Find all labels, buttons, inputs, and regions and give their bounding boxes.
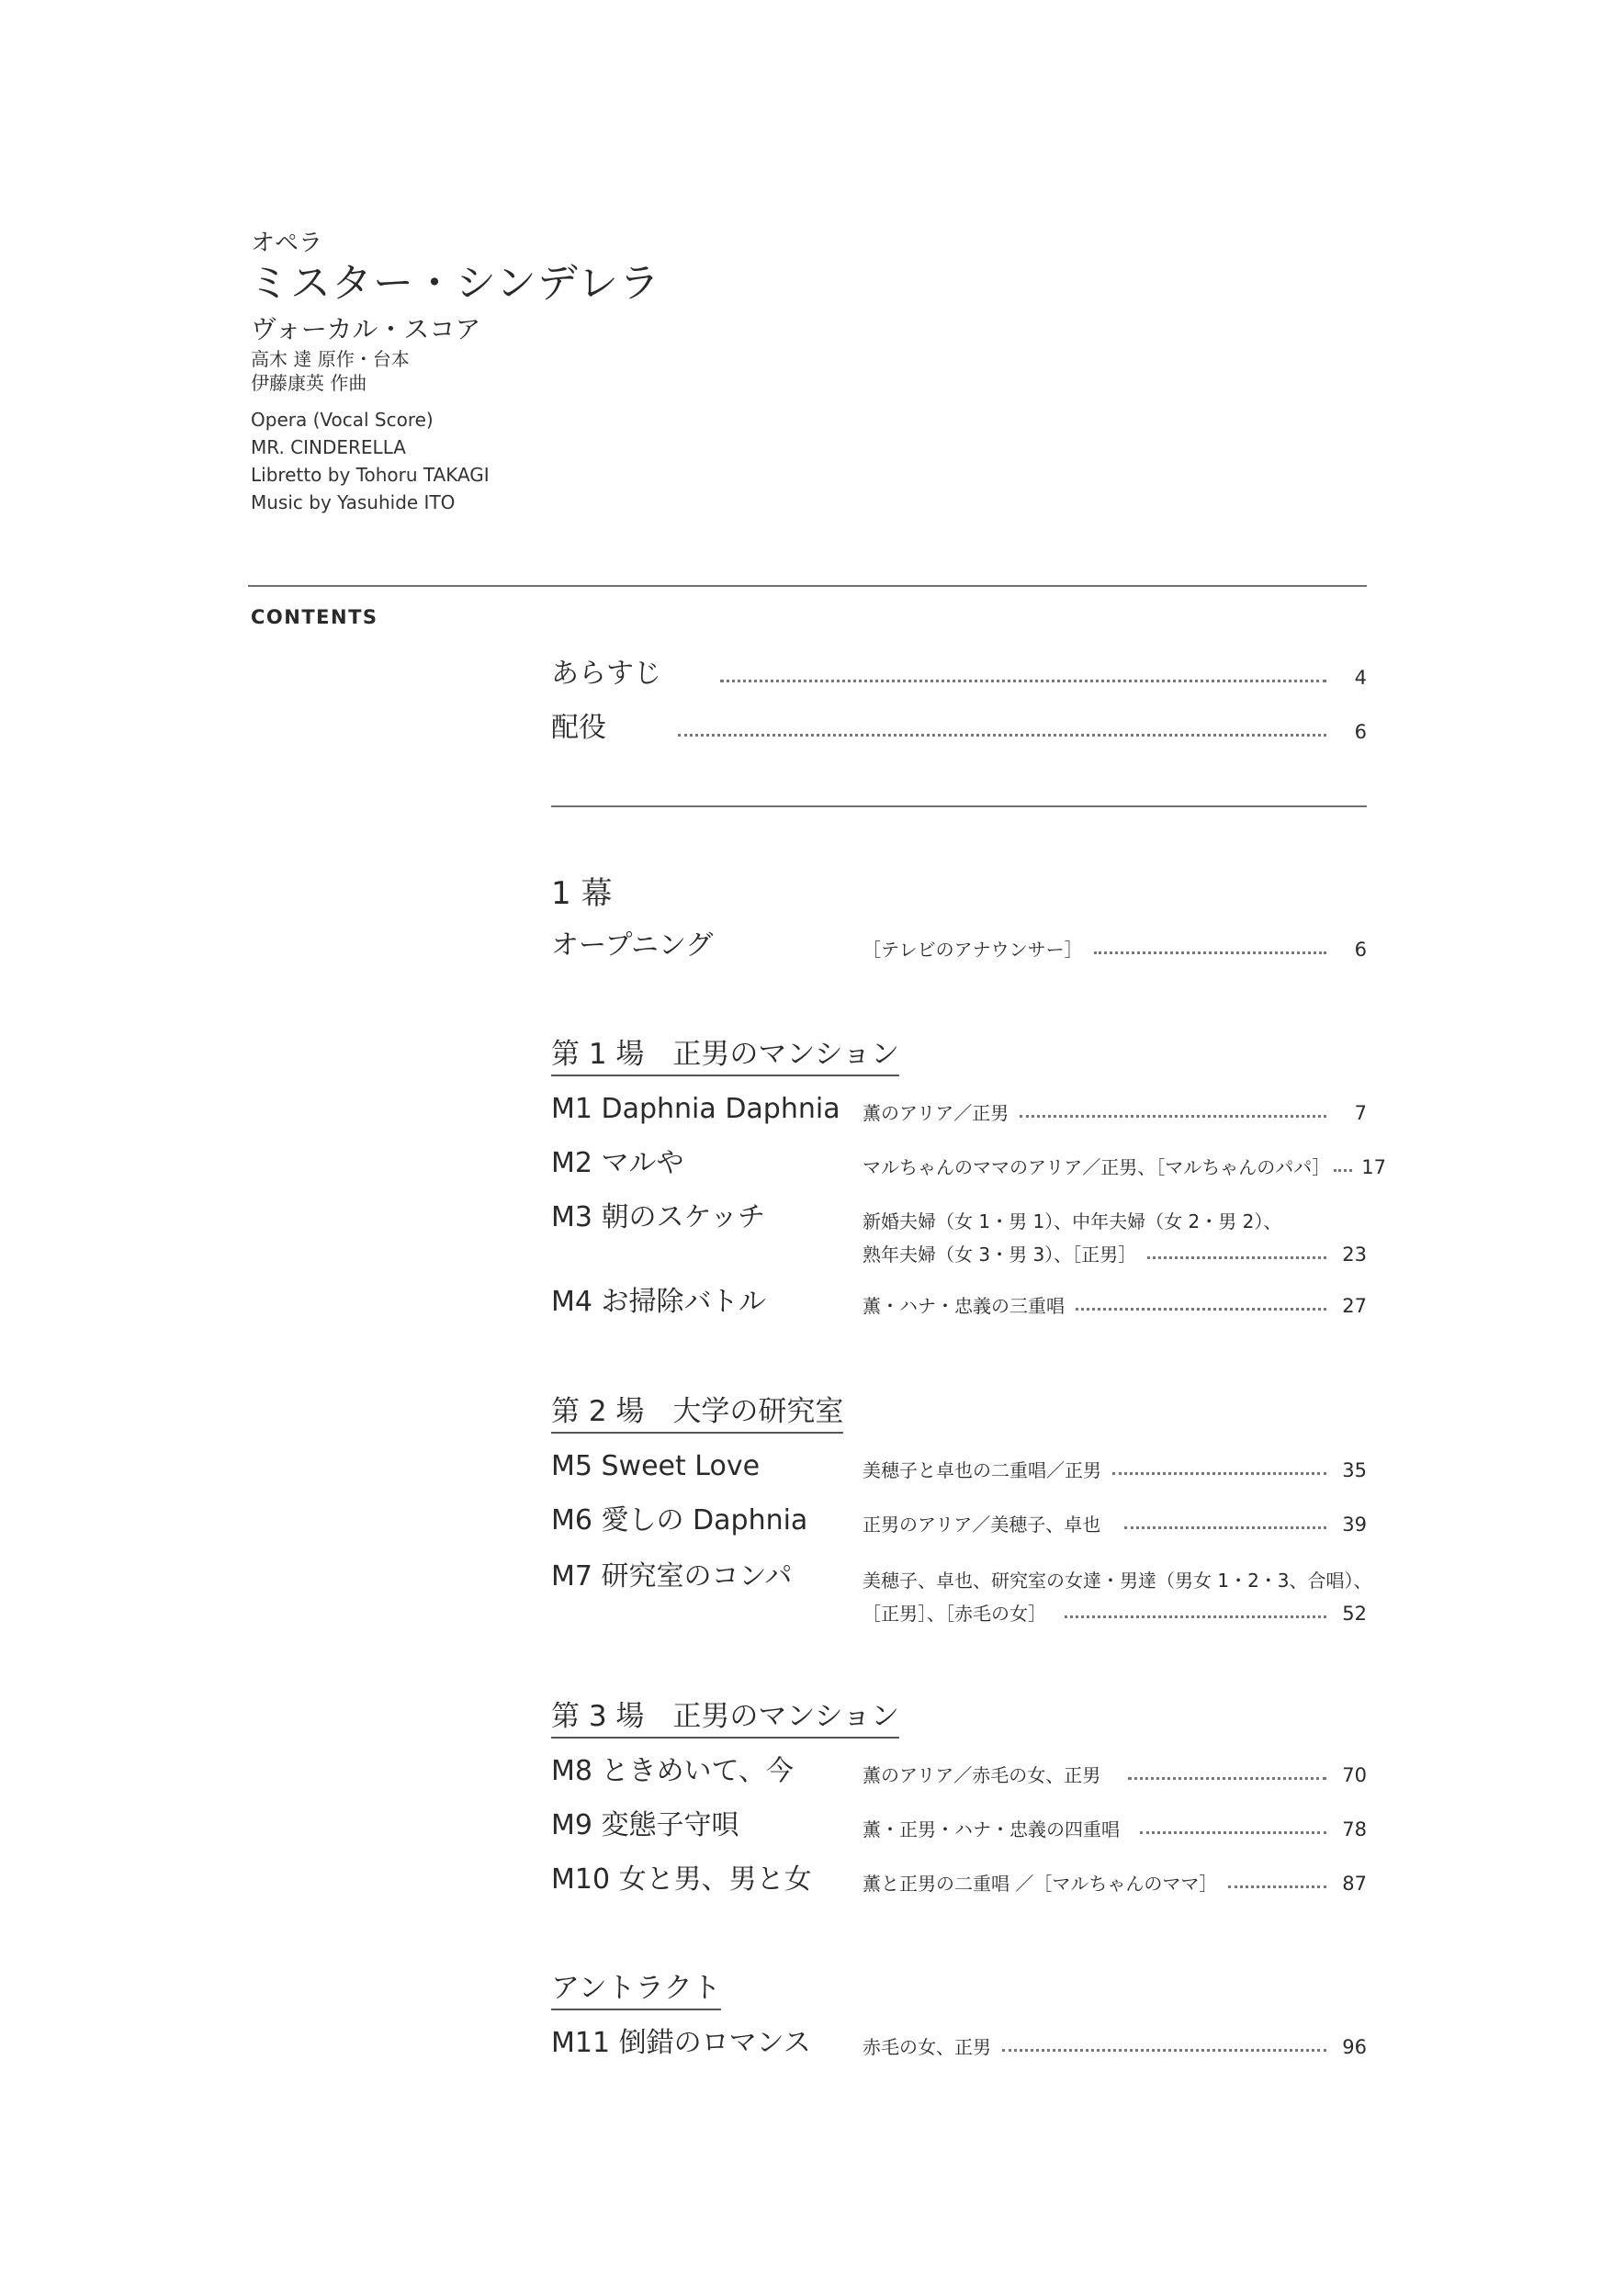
act-heading: 1 幕: [551, 875, 613, 912]
dot-leader: [1124, 1526, 1326, 1529]
toc-description: 薫と正男の二重唱 ／［マルちゃんのママ］: [863, 1873, 1218, 1895]
toc-title: 配役: [551, 712, 606, 744]
toc-description: 薫のアリア／赤毛の女、正男: [863, 1764, 1101, 1786]
toc-entry-m10[interactable]: [551, 1862, 1367, 1898]
toc-entry-m1[interactable]: [551, 1091, 1367, 1128]
toc-page: 87: [1342, 1873, 1367, 1895]
toc-title: M3 朝のスケッチ: [551, 1201, 766, 1233]
toc-description: 薫のアリア／正男: [863, 1102, 1009, 1124]
dot-leader: [1094, 951, 1326, 954]
dot-leader: [1334, 1169, 1352, 1172]
toc-entry-m8[interactable]: [551, 1753, 1367, 1790]
toc-entry-m4[interactable]: [551, 1284, 1367, 1321]
english-composer: Music by Yasuhide ITO: [251, 491, 456, 513]
toc-title: オープニング: [551, 929, 714, 962]
toc-description: 赤毛の女、正男: [863, 2036, 991, 2058]
toc-title: M6 愛しの Daphnia: [551, 1504, 808, 1536]
dot-leader: [1147, 1256, 1326, 1259]
toc-title: M4 お掃除バトル: [551, 1286, 766, 1318]
toc-page: 52: [1342, 1603, 1367, 1625]
dot-leader: [1112, 1472, 1326, 1475]
entracte-heading: アントラクト: [551, 1964, 721, 2010]
toc-entry-m6[interactable]: [551, 1503, 1367, 1539]
english-name: MR. CINDERELLA: [251, 436, 406, 458]
toc-title: あらすじ: [551, 658, 661, 690]
dot-leader: [1076, 1308, 1326, 1311]
toc-page: 17: [1361, 1156, 1386, 1178]
toc-title: M1 Daphnia Daphnia: [551, 1093, 840, 1125]
toc-description: 美穂子と卓也の二重唱／正男: [863, 1459, 1101, 1481]
toc-entry-cast[interactable]: [551, 710, 1367, 747]
section-divider: [551, 805, 1367, 807]
dot-leader: [678, 734, 1326, 737]
dot-leader: [720, 680, 1326, 682]
toc-page: 6: [1354, 721, 1367, 743]
dot-leader: [1065, 1615, 1326, 1618]
dot-leader: [1020, 1115, 1326, 1118]
toc-description: マルちゃんのママのアリア／正男、［マルちゃんのパパ］: [863, 1156, 1331, 1178]
dot-leader: [1228, 1885, 1326, 1888]
toc-entry-m2[interactable]: [551, 1145, 1386, 1182]
toc-title: M7 研究室のコンパ: [551, 1560, 793, 1593]
page-title: ミスター・シンデレラ: [249, 260, 661, 307]
toc-entry-m7-continued[interactable]: [551, 1592, 1367, 1628]
toc-page: 96: [1342, 2036, 1367, 2058]
toc-title: M11 倒錯のロマンス: [551, 2027, 811, 2059]
dot-leader: [1002, 2049, 1326, 2052]
credit-composer: 伊藤康英 作曲: [251, 372, 367, 394]
toc-entry-synopsis[interactable]: [551, 656, 1367, 692]
toc-description: 正男のアリア／美穂子、卓也: [863, 1514, 1101, 1536]
toc-description: 美穂子、卓也、研究室の女達・男達（男女 1・2・3、合唱）、: [863, 1570, 1372, 1592]
toc-entry-opening[interactable]: [551, 928, 1367, 964]
toc-description: ［テレビのアナウンサー］: [863, 939, 1083, 961]
toc-page: 35: [1342, 1459, 1367, 1481]
scene-heading: 第 1 場 正男のマンション: [551, 1030, 899, 1076]
toc-page: 7: [1354, 1102, 1367, 1124]
dot-leader: [1128, 1777, 1326, 1780]
credit-author: 高木 達 原作・台本: [251, 348, 410, 370]
toc-page: 39: [1342, 1514, 1367, 1536]
toc-description: 薫・正男・ハナ・忠義の四重唱: [863, 1818, 1120, 1840]
english-librettist: Libretto by Tohoru TAKAGI: [251, 464, 490, 486]
toc-page: 78: [1342, 1818, 1367, 1840]
page-subtitle: ヴォーカル・スコア: [251, 314, 481, 344]
toc-description: ［正男］、［赤毛の女］: [863, 1603, 1046, 1625]
scene-heading: 第 2 場 大学の研究室: [551, 1388, 843, 1434]
opera-label: オペラ: [251, 230, 323, 257]
toc-page: 23: [1342, 1244, 1367, 1266]
toc-page: 27: [1342, 1295, 1367, 1317]
toc-title: M5 Sweet Love: [551, 1450, 761, 1482]
toc-description: 熟年夫婦（女 3・男 3）、［正男］: [863, 1244, 1137, 1266]
english-title: Opera (Vocal Score): [251, 409, 434, 431]
toc-title: M2 マルや: [551, 1147, 684, 1179]
toc-entry-m11[interactable]: [551, 2025, 1367, 2062]
toc-title: M9 変態子守唄: [551, 1809, 739, 1841]
toc-page: 4: [1354, 667, 1367, 689]
toc-entry-m9[interactable]: [551, 1807, 1367, 1844]
toc-title: M10 女と男、男と女: [551, 1863, 812, 1896]
scene-heading: 第 3 場 正男のマンション: [551, 1693, 899, 1739]
toc-description: 薫・ハナ・忠義の三重唱: [863, 1295, 1065, 1317]
dot-leader: [1140, 1831, 1326, 1834]
toc-entry-m3-continued[interactable]: [551, 1232, 1367, 1269]
toc-page: 70: [1342, 1764, 1367, 1786]
toc-description: 新婚夫婦（女 1・男 1）、中年夫婦（女 2・男 2）、: [863, 1210, 1282, 1232]
toc-title: M8 ときめいて、今: [551, 1755, 794, 1787]
toc-page: 6: [1354, 939, 1367, 961]
contents-label: CONTENTS: [251, 606, 378, 628]
toc-entry-m5[interactable]: [551, 1448, 1367, 1485]
header-divider: [248, 585, 1367, 587]
